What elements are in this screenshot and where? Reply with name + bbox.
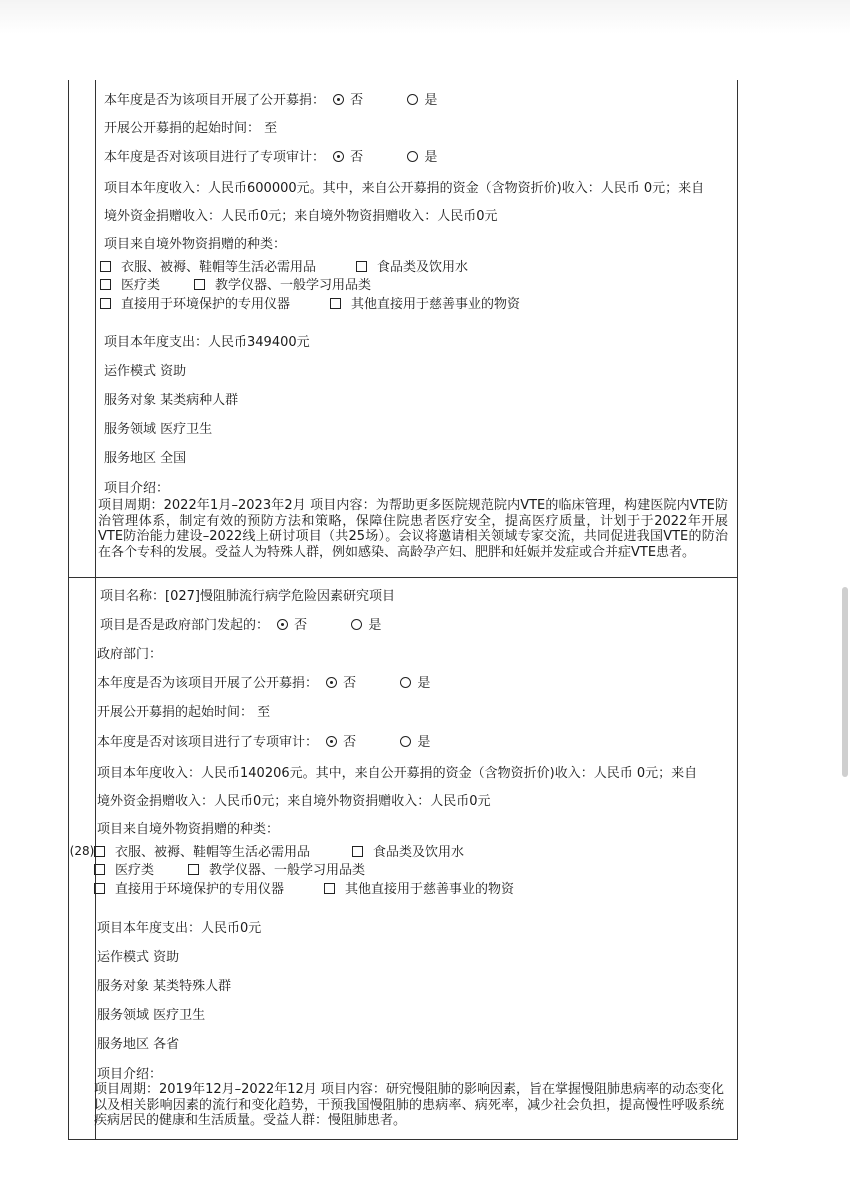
checkbox-icon[interactable] (94, 883, 105, 894)
service-target: 服务对象 某类病种人群 (104, 393, 239, 408)
row-divider (69, 577, 737, 578)
donation-type-row-2 (94, 859, 365, 878)
donation-type-other[interactable]: 其他直接用于慈善事业的物资 (330, 293, 520, 312)
radio-checked-icon[interactable] (333, 94, 344, 105)
donation-type-row-2 (100, 274, 371, 293)
income-line-2: 境外资金捐赠收入：人民币0元；来自境外物资捐赠收入：人民币0元 (97, 794, 491, 809)
intro-label: 项目介绍： (104, 481, 170, 496)
checkbox-icon[interactable] (100, 279, 111, 290)
intro-label: 项目介绍： (97, 1067, 163, 1082)
donation-type-medical[interactable]: 医疗类 (100, 274, 194, 293)
government-dept: 政府部门： (97, 647, 163, 662)
radio-checked-icon[interactable] (277, 619, 288, 630)
special-audit-question: 本年度是否对该项目进行了专项审计： 否 是 (104, 146, 477, 165)
checkbox-icon[interactable] (330, 298, 341, 309)
government-initiated-question: 项目是否是政府部门发起的： 否 是 (100, 614, 421, 633)
option-yes[interactable]: 是 (407, 146, 437, 165)
project-name: 项目名称：[027]慢阻肺流行病学危险因素研究项目 (100, 589, 395, 604)
special-audit-question: 本年度是否对该项目进行了专项审计： 否 是 (97, 731, 470, 750)
option-no[interactable]: 否 (333, 89, 363, 108)
radio-unchecked-icon[interactable] (407, 94, 418, 105)
radio-checked-icon[interactable] (326, 677, 337, 688)
public-fundraising-question: 本年度是否为该项目开展了公开募捐： 否 是 (97, 672, 470, 691)
income-line-1: 项目本年度收入：人民币600000元。其中，来自公开募捐的资金（含物资折价)收入：人民币 0元；来自 (104, 181, 705, 196)
radio-unchecked-icon[interactable] (407, 151, 418, 162)
service-target: 服务对象 某类特殊人群 (97, 979, 232, 994)
option-yes[interactable]: 是 (400, 731, 430, 750)
vertical-scrollbar[interactable] (842, 587, 848, 777)
option-no[interactable]: 否 (326, 731, 356, 750)
donation-type-clothing[interactable]: 衣服、被褥、鞋帽等生活必需用品 (100, 256, 356, 275)
donation-types-label: 项目来自境外物资捐赠的种类： (104, 237, 287, 252)
donation-type-medical[interactable]: 医疗类 (94, 859, 188, 878)
checkbox-icon[interactable] (324, 883, 335, 894)
operation-mode: 运作模式 资助 (97, 950, 180, 965)
donation-types-label: 项目来自境外物资捐赠的种类： (97, 822, 280, 837)
fundraising-period: 开展公开募捐的起始时间： 至 (97, 705, 271, 720)
donation-type-row-1 (94, 841, 464, 860)
checkbox-icon[interactable] (356, 261, 367, 272)
checkbox-icon[interactable] (94, 864, 105, 875)
expense: 项目本年度支出：人民币349400元 (104, 335, 310, 350)
option-no[interactable]: 否 (277, 614, 307, 633)
donation-type-row-3 (100, 293, 520, 312)
donation-type-row-3 (94, 878, 514, 897)
donation-type-teaching[interactable]: 教学仪器、一般学习用品类 (188, 859, 365, 878)
donation-type-other[interactable]: 其他直接用于慈善事业的物资 (324, 878, 514, 897)
checkbox-icon[interactable] (188, 864, 199, 875)
intro-text: 项目周期：2022年1月–2023年2月 项目内容：为帮助更多医院规范院内VTE的临床管理，构建医院内VTE防治管理体系，制定有效的预防方法和策略，保障住院患者医疗安全，提高医疗质量，计划于于2022年开展VTE防治能力建设–2022线上研讨项目（共25场）。会议将邀请相关领域专家交流，共同促进我国VTE的防治在各个专科的发展。受益人为特殊人群，例如感染、高龄孕产妇、肥胖和妊娠并发症或合并症VTE患者。 (98, 498, 728, 560)
donation-type-environment[interactable]: 直接用于环境保护的专用仪器 (94, 878, 324, 897)
donation-type-food[interactable]: 食品类及饮用水 (356, 256, 468, 275)
checkbox-icon[interactable] (352, 846, 363, 857)
option-yes[interactable]: 是 (351, 614, 381, 633)
operation-mode: 运作模式 资助 (104, 364, 187, 379)
radio-unchecked-icon[interactable] (400, 736, 411, 747)
fundraising-period: 开展公开募捐的起始时间： 至 (104, 121, 278, 136)
income-line-2: 境外资金捐赠收入：人民币0元；来自境外物资捐赠收入：人民币0元 (104, 209, 498, 224)
radio-checked-icon[interactable] (326, 736, 337, 747)
donation-type-teaching[interactable]: 教学仪器、一般学习用品类 (194, 274, 371, 293)
checkbox-icon[interactable] (194, 279, 205, 290)
donation-type-environment[interactable]: 直接用于环境保护的专用仪器 (100, 293, 330, 312)
option-no[interactable]: 否 (326, 672, 356, 691)
donation-type-row-1 (100, 256, 468, 275)
donation-type-clothing[interactable]: 衣服、被褥、鞋帽等生活必需用品 (94, 841, 352, 860)
expense: 项目本年度支出：人民币0元 (97, 921, 262, 936)
donation-type-food[interactable]: 食品类及饮用水 (352, 841, 464, 860)
checkbox-icon[interactable] (94, 846, 105, 857)
option-yes[interactable]: 是 (407, 89, 437, 108)
income-line-1: 项目本年度收入：人民币140206元。其中，来自公开募捐的资金（含物资折价)收入：人民币 0元；来自 (97, 766, 698, 781)
public-fundraising-question: 本年度是否为该项目开展了公开募捐： 否 是 (104, 89, 477, 108)
radio-checked-icon[interactable] (333, 151, 344, 162)
intro-text: 项目周期：2019年12月–2022年12月 项目内容：研究慢阻肺的影响因素，旨在掌握慢阻肺患病率的动态变化以及相关影响因素的流行和变化趋势，干预我国慢阻肺的患病率、病死率，减少社会负担，提高慢性呼吸系统疾病居民的健康和生活质量。受益人群：慢阻肺患者。 (94, 1082, 724, 1128)
service-field: 服务领域 医疗卫生 (104, 422, 213, 437)
service-field: 服务领域 医疗卫生 (97, 1008, 206, 1023)
window-top-bar (0, 0, 850, 34)
checkbox-icon[interactable] (100, 298, 111, 309)
row-index: (28) (69, 844, 95, 858)
radio-unchecked-icon[interactable] (351, 619, 362, 630)
service-area: 服务地区 各省 (97, 1037, 180, 1052)
service-area: 服务地区 全国 (104, 451, 187, 466)
index-column-divider (95, 80, 96, 1139)
radio-unchecked-icon[interactable] (400, 677, 411, 688)
checkbox-icon[interactable] (100, 261, 111, 272)
option-yes[interactable]: 是 (400, 672, 430, 691)
option-no[interactable]: 否 (333, 146, 363, 165)
